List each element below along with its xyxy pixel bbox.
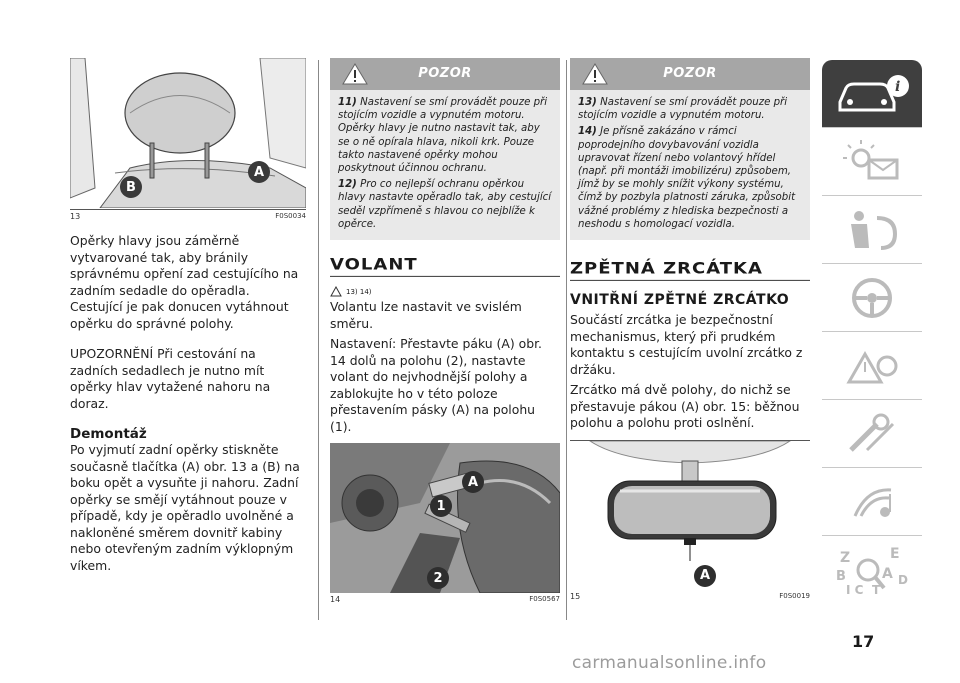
tab-car-info[interactable] bbox=[822, 60, 922, 128]
svg-text:D: D bbox=[898, 573, 908, 587]
figure-number: 14 bbox=[330, 595, 341, 605]
warning-box bbox=[330, 58, 560, 240]
figure-number: 13 bbox=[70, 212, 81, 221]
warning-item: 11) Nastavení se smí provádět pouze při stojícím vozidle a vypnutém motoru. Opěrky hlavy je nutno nastavit tak, aby se o ně opírala hlava, nikoli krk. Pouze takto nastavené opěrky mohou poskytnout účinnou ochranu. bbox=[338, 97, 548, 175]
tab-warning-lights[interactable] bbox=[822, 128, 922, 196]
warning-lights-icon bbox=[837, 140, 907, 184]
column-left bbox=[70, 58, 306, 574]
svg-text:I C: I C bbox=[846, 583, 864, 596]
section-title-volant: VOLANT bbox=[330, 255, 560, 277]
tools-icon bbox=[837, 412, 907, 456]
warning-item: 13) Nastavení se smí provádět pouze při stojícím vozidle a vypnutém motoru. bbox=[578, 97, 788, 122]
paragraph: Nastavení: Přestavte páku (A) obr. 14 dolů na polohu (2), nastavte volant do nejvhodnější polohy a zablokujte ho v této poloze přestavením pásky (A) na polohu (1). bbox=[330, 336, 542, 434]
chapter-sidebar bbox=[822, 60, 922, 608]
airbag-seat-icon bbox=[837, 208, 907, 252]
column-divider bbox=[566, 60, 567, 620]
subsection-title: VNITŘNÍ ZPĚTNÉ ZRCÁTKO bbox=[570, 292, 790, 309]
warning-body bbox=[570, 90, 810, 240]
tab-multimedia[interactable] bbox=[822, 468, 922, 536]
figure-caption bbox=[330, 595, 560, 604]
figure-code: F0S0034 bbox=[275, 212, 306, 220]
warning-header bbox=[330, 58, 560, 90]
svg-text:T: T bbox=[872, 583, 881, 596]
watermark: carmanualsonline.info bbox=[572, 653, 767, 673]
tab-index[interactable] bbox=[822, 536, 922, 604]
tab-maintenance[interactable] bbox=[822, 400, 922, 468]
svg-text:i: i bbox=[895, 78, 901, 95]
subheading-demontaz: Demontáž bbox=[70, 426, 147, 442]
page-number: 17 bbox=[852, 632, 875, 651]
tab-emergency[interactable] bbox=[822, 332, 922, 400]
headrest-illustration bbox=[70, 58, 306, 208]
svg-text:E: E bbox=[890, 546, 900, 562]
svg-text:Z: Z bbox=[840, 550, 851, 566]
multimedia-icon bbox=[837, 480, 907, 524]
svg-text:A: A bbox=[882, 566, 893, 582]
warning-title: POZOR bbox=[418, 66, 472, 81]
section-title-zrcatka: ZPĚTNÁ ZRCÁTKA bbox=[570, 259, 810, 281]
callout-a: A bbox=[694, 565, 716, 587]
callout-a: A bbox=[248, 161, 270, 183]
warning-box bbox=[570, 58, 810, 240]
figure-caption bbox=[70, 212, 306, 221]
column-divider bbox=[318, 60, 319, 620]
steering-wheel-icon bbox=[837, 276, 907, 320]
paragraph: Zrcátko má dvě polohy, do nichž se přestavuje pákou (A) obr. 15: běžnou polohu a polohu proti oslnění. bbox=[570, 382, 800, 431]
paragraph: Volantu lze nastavit ve svislém směru. bbox=[330, 299, 522, 331]
callout-a: A bbox=[462, 471, 484, 493]
warning-item: 12) Pro co nejlepší ochranu opěrkou hlavy nastavte opěradlo tak, aby cestující seděl vzpřímeně s hlavou co nejblíže k opěrce. bbox=[338, 179, 552, 230]
callout-1: 1 bbox=[430, 495, 452, 517]
paragraph-note: UPOZORNĚNÍ Při cestování na zadních sedadlech je nutno mít opěrky hlav vytažené nahoru na doraz. bbox=[70, 346, 271, 411]
figure-number: 15 bbox=[570, 591, 581, 601]
wrench-warning-icon bbox=[837, 344, 907, 388]
warning-body bbox=[330, 90, 560, 240]
svg-text:B: B bbox=[836, 569, 846, 584]
warning-item: 14) Je přísně zakázáno v rámci poprodejního dovybavování vozidla upravovat řízení nebo volantový hřídel (např. při montáži imobilizéru) způsobem, jímž by se mohly snížit výkony systému, čímž by pozbyla platnosti záruka, způsobit vážné problémy z hlediska bezpečnosti a neshodu s homologací vozidla. bbox=[578, 126, 796, 230]
figure-13 bbox=[70, 58, 306, 210]
column-middle bbox=[330, 58, 560, 604]
mirror-illustration bbox=[570, 441, 810, 591]
paragraph: Opěrky hlavy jsou záměrně vytvarované tak, aby bránily správnému opření zad cestujícího na zadním sedadle do opěradla. Cestující je pak donucen vytáhnout opěrku do správné polohy. bbox=[70, 233, 299, 331]
warning-refs: 13) 14) bbox=[330, 286, 560, 297]
figure-15 bbox=[570, 440, 810, 590]
callout-b: B bbox=[120, 176, 142, 198]
index-icon bbox=[832, 544, 912, 596]
figure-14 bbox=[330, 443, 560, 593]
figure-code: F0S0019 bbox=[779, 591, 810, 600]
tab-safety[interactable] bbox=[822, 196, 922, 264]
figure-code: F0S0567 bbox=[529, 595, 560, 604]
warning-title: POZOR bbox=[663, 66, 717, 81]
paragraph: Součástí zrcátka je bezpečnostní mechanismus, který při prudkém kontaktu s cestujícím uvolní zrcátko z držáku. bbox=[570, 312, 803, 377]
tab-steering[interactable] bbox=[822, 264, 922, 332]
warning-triangle-icon bbox=[330, 286, 342, 297]
warning-header bbox=[570, 58, 810, 90]
car-info-icon bbox=[832, 72, 912, 116]
callout-2: 2 bbox=[427, 567, 449, 589]
column-right bbox=[570, 58, 810, 601]
paragraph: Po vyjmutí zadní opěrky stiskněte současně tlačítka (A) obr. 13 a (B) na boku opět a vysuňte ji nahoru. Zadní opěrky se smějí vytáhnout pouze v případě, kdy je opěradlo uvolněné a nakloněné směrem dovnitř kabiny nebo otevřeným zadním výklopným víkem. bbox=[70, 442, 300, 573]
figure-caption bbox=[570, 592, 810, 601]
